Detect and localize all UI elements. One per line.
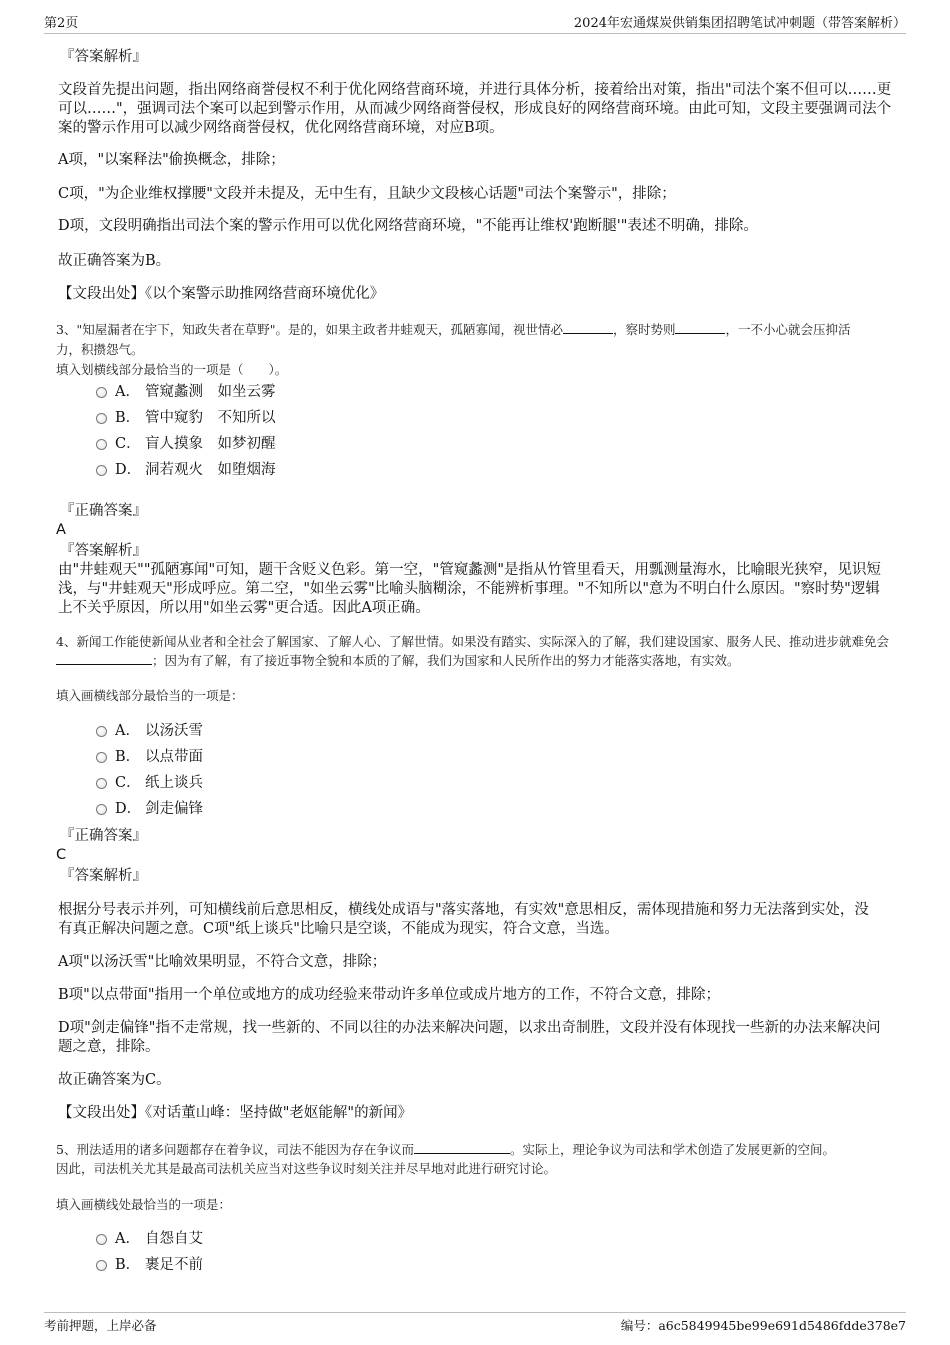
q5-option-b[interactable]: B． 裹足不前: [96, 1255, 203, 1275]
q3-answer-label: 『正确答案』: [60, 503, 147, 519]
q4-conclusion: 故正确答案为C。: [58, 1072, 171, 1088]
radio-icon[interactable]: [96, 1234, 107, 1245]
q2-analysis-option-c: C项，"为企业维权撑腰"文段并未提及，无中生有，且缺少文段核心话题"司法个案警示"，排除；: [58, 186, 676, 202]
page-number: 第2页: [44, 16, 79, 31]
radio-icon[interactable]: [96, 804, 107, 815]
q2-analysis-paragraph: 文段首先提出问题，指出网络商誉侵权不利于优化网络营商环境，并进行具体分析，接着给出对策，指出"司法个案不但可以……更可以……"，强调司法个案可以起到警示作用，从而减少网络商誉侵权，形成良好的网络营商环境。由此可知，文段主要强调司法个案的警示作用可以减少网络商誉侵权，优化网络营商环境，对应B项。: [58, 82, 892, 136]
radio-icon[interactable]: [96, 439, 107, 450]
blank-line: [563, 322, 613, 334]
q4-option-b[interactable]: B． 以点带面: [96, 747, 203, 767]
q4-analysis-option-b: B项"以点带面"指用一个单位或地方的成功经验来带动许多单位或成片地方的工作，不符合文意，排除；: [58, 987, 720, 1003]
blank-line: [56, 653, 152, 665]
footer-slogan: 考前押题，上岸必备: [44, 1318, 157, 1333]
q4-stem: 4、新闻工作能使新闻从业者和全社会了解国家、了解人心、了解世情。如果没有踏实、实际深入的了解，我们建设国家、服务人民、推动进步就难免会；因为有了解，有了接近事物全貌和本质的了解，我们为国家和人民所作出的努力才能落实落地，有实效。: [56, 634, 889, 668]
q4-analysis-paragraph: 根据分号表示并列，可知横线前后意思相反，横线处成语与"落实落地，有实效"意思相反，需体现措施和努力无法落到实处，没有真正解决问题之意。C项"纸上谈兵"比喻只是空谈，不能成为现实，符合文意，当选。: [58, 902, 869, 937]
blank-line: [414, 1142, 510, 1154]
q5-option-a[interactable]: A． 自怨自艾: [96, 1229, 203, 1249]
document-id: 编号：a6c5849945be99e691d5486fdde378e7: [620, 1318, 906, 1333]
q2-source: 【文段出处】《以个案警示助推网络营商环境优化》: [58, 286, 385, 302]
radio-icon[interactable]: [96, 413, 107, 424]
q3-stem-line1: 3、"知屋漏者在宇下，知政失者在草野"。是的，如果主政者井蛙观天，孤陋寡闻，视世情必 ，察时势则 ，一不小心就会压抑活: [56, 322, 851, 337]
radio-icon[interactable]: [96, 465, 107, 476]
radio-icon[interactable]: [96, 726, 107, 737]
radio-icon[interactable]: [96, 778, 107, 789]
q5-stem-line1: 5、刑法适用的诸多问题都存在着争议，司法不能因为存在争议而 。实际上，理论争议为司法和学术创造了发展更新的空间。: [56, 1142, 835, 1157]
q4-prompt: 填入画横线部分最恰当的一项是：: [56, 688, 244, 703]
q4-option-c[interactable]: C． 纸上谈兵: [96, 773, 203, 793]
q2-conclusion: 故正确答案为B。: [58, 253, 171, 269]
q4-analysis-option-a: A项"以汤沃雪"比喻效果明显，不符合文意，排除；: [58, 954, 387, 970]
q3-option-c[interactable]: C． 盲人摸象 如梦初醒: [96, 434, 276, 454]
q3-analysis: 由"井蛙观天""孤陋寡闻"可知，题干含贬义色彩。第一空，"管窥蠡测"是指从竹管里看天，用瓢测量海水，比喻眼光狭窄，见识短浅，与"井蛙观天"形成呼应。第二空，"如坐云雾"比喻头脑糊涂，不能辨析事理。"不知所以"意为不明白什么原因。"察时势"逻辑上不关乎原因，所以用"如坐云雾"更合适。因此A项正确。: [58, 562, 882, 616]
q3-answer: A: [56, 522, 66, 538]
q3-option-d[interactable]: D． 洞若观火 如堕烟海: [96, 460, 276, 480]
q3-stem-line2: 力，积攒怨气。: [56, 342, 144, 357]
q3-option-a[interactable]: A． 管窥蠡测 如坐云雾: [96, 382, 276, 402]
radio-icon[interactable]: [96, 1260, 107, 1271]
blank-line: [675, 322, 725, 334]
q2-analysis-option-d: D项，文段明确指出司法个案的警示作用可以优化网络营商环境，"不能再让维权'跑断腿'"表述不明确，排除。: [58, 218, 758, 234]
q5-prompt: 填入画横线处最恰当的一项是：: [56, 1197, 232, 1212]
q2-analysis-option-a: A项，"以案释法"偷换概念，排除；: [58, 152, 285, 168]
page-footer: [44, 1312, 906, 1334]
q5-stem-line2: 因此，司法机关尤其是最高司法机关应当对这些争议时刻关注并尽早地对此进行研究讨论。: [56, 1161, 557, 1176]
radio-icon[interactable]: [96, 387, 107, 398]
q4-option-a[interactable]: A． 以汤沃雪: [96, 721, 203, 741]
q4-answer: C: [56, 847, 67, 863]
q3-prompt: 填入划横线部分最恰当的一项是（ ）。: [56, 362, 288, 377]
radio-icon[interactable]: [96, 752, 107, 763]
page-header: [44, 12, 906, 34]
q2-analysis-label: 『答案解析』: [60, 49, 147, 65]
document-title: 2024年宏通煤炭供销集团招聘笔试冲刺题（带答案解析）: [573, 16, 906, 31]
q4-analysis-option-d: D项"剑走偏锋"指不走常规，找一些新的、不同以往的办法来解决问题，以求出奇制胜，文段并没有体现找一些新的办法来解决问题之意，排除。: [58, 1020, 881, 1055]
q4-source: 【文段出处】《对话董山峰：坚持做"老妪能解"的新闻》: [58, 1105, 413, 1121]
q4-option-d[interactable]: D． 剑走偏锋: [96, 799, 203, 819]
q4-analysis-label: 『答案解析』: [60, 868, 147, 884]
q3-option-b[interactable]: B． 管中窥豹 不知所以: [96, 408, 276, 428]
q4-answer-label: 『正确答案』: [60, 828, 147, 844]
q3-analysis-label: 『答案解析』: [60, 543, 147, 559]
